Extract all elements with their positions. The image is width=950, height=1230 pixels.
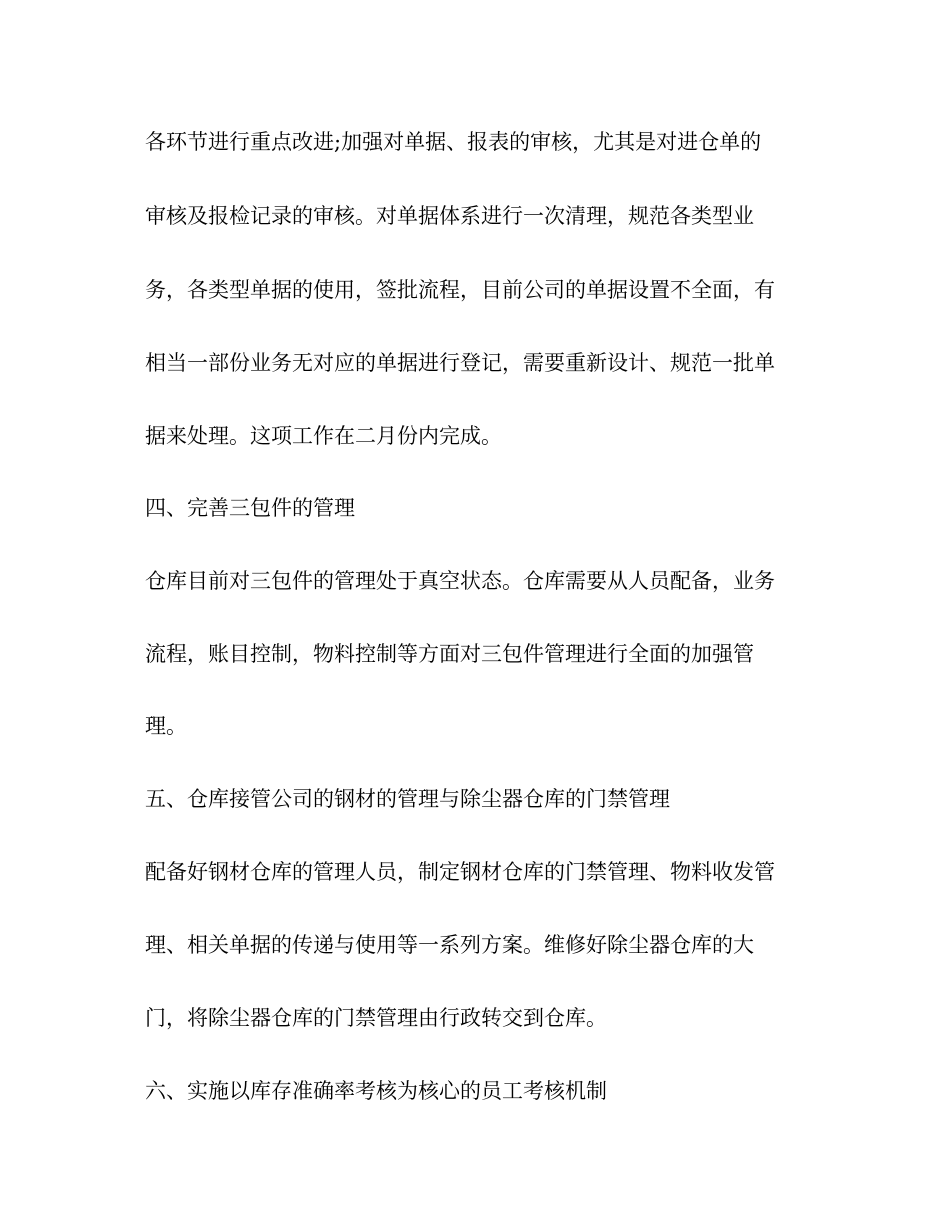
section-heading-5: 五、仓库接管公司的钢材的管理与除尘器仓库的门禁管理 [145,787,670,811]
body-paragraph-line: 相当一部份业务无对应的单据进行登记，需要重新设计、规范一批单 [145,351,775,375]
body-paragraph-line: 仓库目前对三包件的管理处于真空状态。仓库需要从人员配备，业务 [145,569,775,593]
body-paragraph-line: 流程，账目控制，物料控制等方面对三包件管理进行全面的加强管 [145,642,754,666]
body-paragraph-line: 各环节进行重点改进;加强对单据、报表的审核，尤其是对进仓单的 [145,130,762,154]
body-paragraph-line: 理、相关单据的传递与使用等一系列方案。维修好除尘器仓库的大 [145,933,754,957]
body-paragraph-line: 务，各类型单据的使用，签批流程，目前公司的单据设置不全面，有 [145,278,775,302]
body-paragraph-line: 审核及报检记录的审核。对单据体系进行一次清理，规范各类型业 [145,204,754,228]
section-heading-4: 四、完善三包件的管理 [145,496,355,520]
body-paragraph-line: 据来处理。这项工作在二月份内完成。 [145,424,502,448]
body-paragraph-line: 理。 [145,714,187,738]
body-paragraph-line: 配备好钢材仓库的管理人员，制定钢材仓库的门禁管理、物料收发管 [145,860,775,884]
body-paragraph-line: 门，将除尘器仓库的门禁管理由行政转交到仓库。 [145,1006,607,1030]
section-heading-6: 六、实施以库存准确率考核为核心的员工考核机制 [145,1079,607,1103]
